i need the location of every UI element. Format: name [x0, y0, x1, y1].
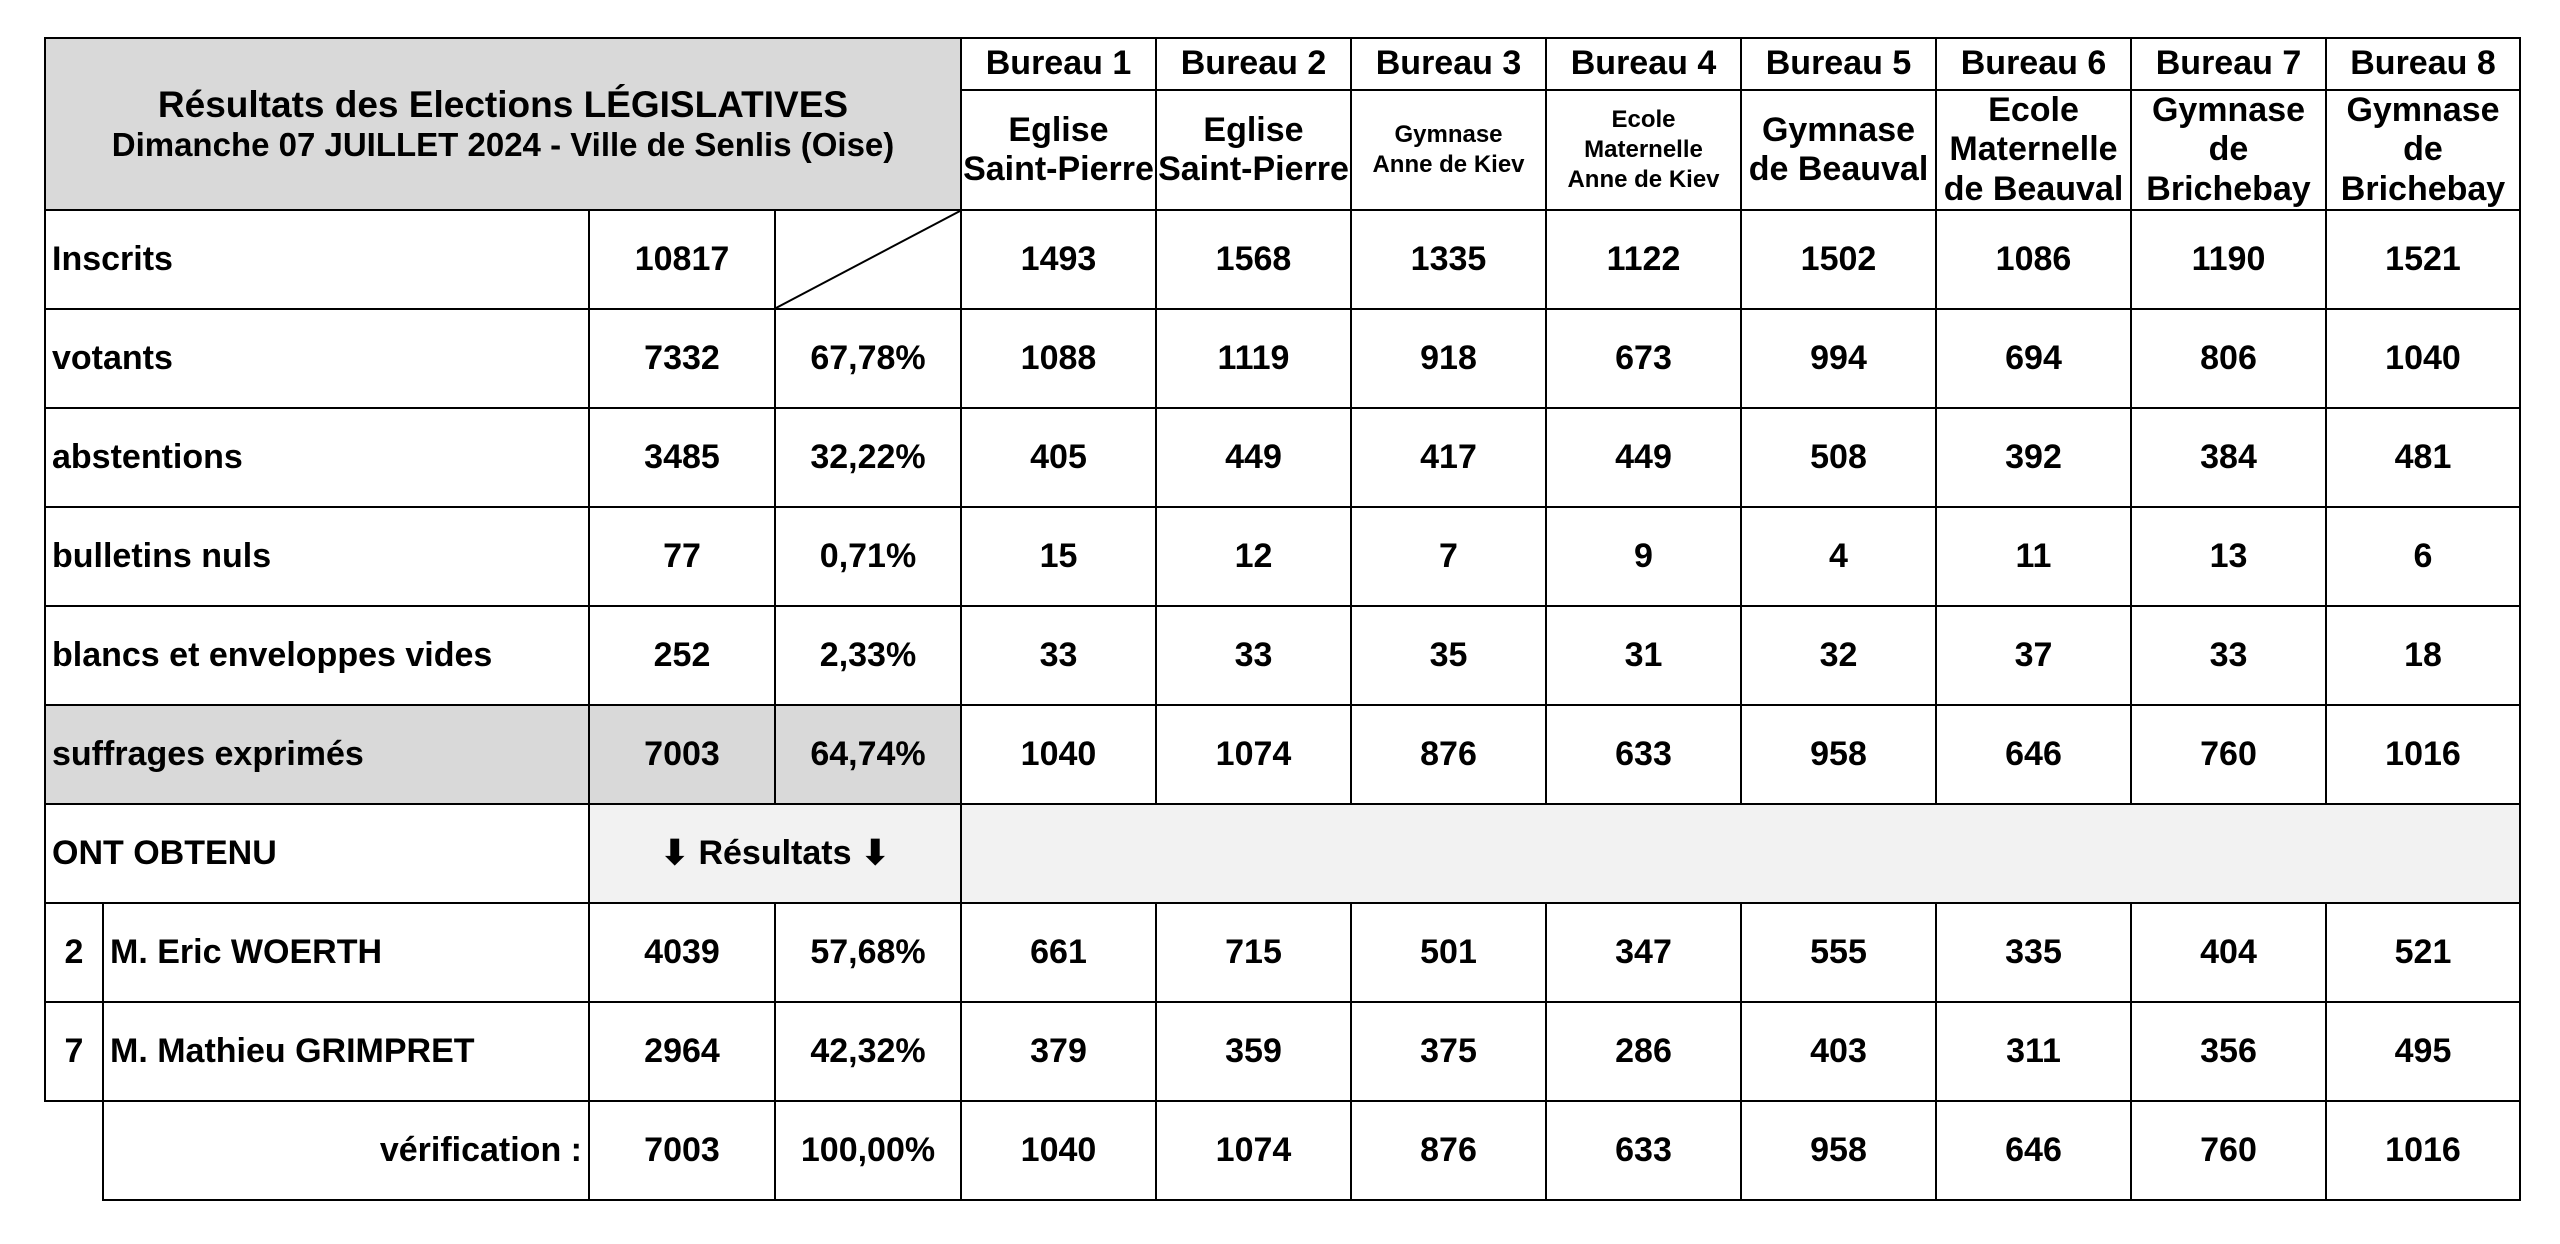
bureau-value: 481	[2326, 408, 2520, 507]
candidate-number: 2	[45, 903, 103, 1002]
table-row-candidate	[45, 1002, 2520, 1101]
bureau-value: 918	[1351, 309, 1546, 408]
bureau-value: 1502	[1741, 210, 1936, 309]
table-row-inscrits	[45, 210, 2520, 309]
bureau-value: 384	[2131, 408, 2326, 507]
bureau-value: 37	[1936, 606, 2131, 705]
bureau-value: 1074	[1156, 1101, 1351, 1200]
bureau-value: 994	[1741, 309, 1936, 408]
location-line: Brichebay	[2146, 169, 2311, 208]
location-line: Saint-Pierre	[963, 150, 1154, 188]
bureau-value: 876	[1351, 705, 1546, 804]
bureau-location	[1351, 90, 1546, 210]
bureau-header: Bureau 4	[1546, 38, 1741, 90]
bureau-value: 32	[1741, 606, 1936, 705]
bureau-value: 449	[1156, 408, 1351, 507]
bureau-value: 359	[1156, 1002, 1351, 1101]
total-value: 10817	[589, 210, 775, 309]
header-row-bureaus	[45, 38, 2520, 90]
row-label: blancs et enveloppes vides	[45, 606, 589, 705]
bureau-value: 760	[2131, 1101, 2326, 1200]
bureau-header: Bureau 5	[1741, 38, 1936, 90]
bureau-value: 1016	[2326, 1101, 2520, 1200]
results-label: Résultats	[698, 833, 852, 872]
bureau-location	[1936, 90, 2131, 210]
bureau-location	[2326, 90, 2520, 210]
empty-diagonal-cell	[775, 210, 961, 309]
bureau-value: 9	[1546, 507, 1741, 606]
percent-value: 2,33%	[775, 606, 961, 705]
bureau-value: 633	[1546, 705, 1741, 804]
percent-value: 100,00%	[775, 1101, 961, 1200]
bureau-value: 1040	[961, 705, 1156, 804]
total-value: 4039	[589, 903, 775, 1002]
bureau-value: 379	[961, 1002, 1156, 1101]
bureau-value: 1568	[1156, 210, 1351, 309]
bureau-header: Bureau 2	[1156, 38, 1351, 90]
results-heading	[589, 804, 961, 903]
bureau-value: 35	[1351, 606, 1546, 705]
location-line: Ecole	[1988, 91, 2079, 130]
location-line: Gymnase	[2346, 91, 2500, 130]
bureau-value: 958	[1741, 1101, 1936, 1200]
total-value: 252	[589, 606, 775, 705]
candidate-number: 7	[45, 1002, 103, 1101]
bureau-value: 13	[2131, 507, 2326, 606]
location-line: Gymnase	[1394, 121, 1503, 148]
bureau-value: 646	[1936, 1101, 2131, 1200]
candidate-name: M. Eric WOERTH	[103, 903, 589, 1002]
bureau-value: 1190	[2131, 210, 2326, 309]
bureau-header: Bureau 6	[1936, 38, 2131, 90]
location-line: Eglise	[1008, 110, 1109, 149]
location-line: Maternelle	[1949, 130, 2118, 169]
total-value: 3485	[589, 408, 775, 507]
bureau-value: 405	[961, 408, 1156, 507]
location-line: de	[2208, 130, 2249, 169]
bureau-location	[1546, 90, 1741, 210]
blank-corner	[45, 1101, 103, 1200]
arrow-down-icon: ⬇	[660, 833, 690, 872]
title-line2: Dimanche 07 JUILLET 2024 - Ville de Senlis (Oise)	[111, 126, 895, 164]
bureau-value: 661	[961, 903, 1156, 1002]
table-row-ont-obtenu	[45, 804, 2520, 903]
percent-value: 42,32%	[775, 1002, 961, 1101]
bureau-value: 286	[1546, 1002, 1741, 1101]
percent-value: 32,22%	[775, 408, 961, 507]
bureau-value: 555	[1741, 903, 1936, 1002]
table-row-suffrages-exprimes	[45, 705, 2520, 804]
percent-value: 57,68%	[775, 903, 961, 1002]
bureau-value: 356	[2131, 1002, 2326, 1101]
bureau-value: 508	[1741, 408, 1936, 507]
location-line: Anne de Kiev	[1372, 151, 1525, 178]
location-line: Gymnase	[1761, 110, 1916, 149]
table-row-votants	[45, 309, 2520, 408]
location-line: de Beauval	[1748, 150, 1929, 188]
election-results-table	[44, 37, 2521, 1201]
bureau-value: 521	[2326, 903, 2520, 1002]
bureau-value: 876	[1351, 1101, 1546, 1200]
total-value: 7003	[589, 1101, 775, 1200]
bureau-value: 1122	[1546, 210, 1741, 309]
verification-label: vérification :	[103, 1101, 589, 1200]
row-label: suffrages exprimés	[45, 705, 589, 804]
bureau-value: 417	[1351, 408, 1546, 507]
bureau-value: 404	[2131, 903, 2326, 1002]
diagonal-line	[776, 211, 960, 308]
location-line: de	[2403, 130, 2443, 169]
bureau-value: 311	[1936, 1002, 2131, 1101]
table-row-blancs	[45, 606, 2520, 705]
table-row-candidate	[45, 903, 2520, 1002]
ont-obtenu-label: ONT OBTENU	[45, 804, 589, 903]
row-label: votants	[45, 309, 589, 408]
percent-value: 0,71%	[775, 507, 961, 606]
table-row-verification	[45, 1101, 2520, 1200]
table-row-abstentions	[45, 408, 2520, 507]
bureau-value: 11	[1936, 507, 2131, 606]
bureau-value: 806	[2131, 309, 2326, 408]
bureau-value: 633	[1546, 1101, 1741, 1200]
bureau-value: 958	[1741, 705, 1936, 804]
bureau-value: 694	[1936, 309, 2131, 408]
candidate-name: M. Mathieu GRIMPRET	[103, 1002, 589, 1101]
location-line: Brichebay	[2340, 169, 2506, 208]
title-line1: Résultats des Elections LÉGISLATIVES	[157, 83, 849, 125]
bureau-value: 1040	[961, 1101, 1156, 1200]
bureau-value: 449	[1546, 408, 1741, 507]
bureau-location	[2131, 90, 2326, 210]
bureau-location	[1156, 90, 1351, 210]
bureau-location	[1741, 90, 1936, 210]
total-value: 7332	[589, 309, 775, 408]
bureau-value: 646	[1936, 705, 2131, 804]
bureau-value: 392	[1936, 408, 2131, 507]
bureau-value: 33	[2131, 606, 2326, 705]
bureau-value: 335	[1936, 903, 2131, 1002]
total-value: 7003	[589, 705, 775, 804]
table-row-bulletins-nuls	[45, 507, 2520, 606]
percent-value: 64,74%	[775, 705, 961, 804]
bureau-value: 12	[1156, 507, 1351, 606]
location-line: Saint-Pierre	[1158, 150, 1349, 188]
row-label: Inscrits	[45, 210, 589, 309]
bureau-value: 31	[1546, 606, 1741, 705]
bureau-value: 495	[2326, 1002, 2520, 1101]
bureau-value: 715	[1156, 903, 1351, 1002]
row-label: abstentions	[45, 408, 589, 507]
bureau-value: 760	[2131, 705, 2326, 804]
bureau-location	[961, 90, 1156, 210]
page-title	[45, 38, 961, 210]
location-line: de Beauval	[1943, 169, 2124, 208]
bureau-value: 1493	[961, 210, 1156, 309]
bureau-value: 33	[961, 606, 1156, 705]
bureau-value: 403	[1741, 1002, 1936, 1101]
total-value: 2964	[589, 1002, 775, 1101]
bureau-value: 6	[2326, 507, 2520, 606]
empty-band	[961, 804, 2520, 903]
total-value: 77	[589, 507, 775, 606]
bureau-header: Bureau 3	[1351, 38, 1546, 90]
bureau-value: 501	[1351, 903, 1546, 1002]
bureau-header: Bureau 1	[961, 38, 1156, 90]
location-line: Anne de Kiev	[1567, 166, 1720, 193]
bureau-value: 1086	[1936, 210, 2131, 309]
row-label: bulletins nuls	[45, 507, 589, 606]
location-line: Maternelle	[1584, 136, 1703, 163]
bureau-value: 18	[2326, 606, 2520, 705]
bureau-header: Bureau 8	[2326, 38, 2520, 90]
bureau-value: 375	[1351, 1002, 1546, 1101]
bureau-value: 1016	[2326, 705, 2520, 804]
bureau-value: 1074	[1156, 705, 1351, 804]
bureau-value: 1088	[961, 309, 1156, 408]
bureau-value: 1521	[2326, 210, 2520, 309]
bureau-value: 1040	[2326, 309, 2520, 408]
location-line: Eglise	[1203, 110, 1304, 149]
bureau-value: 673	[1546, 309, 1741, 408]
bureau-value: 1335	[1351, 210, 1546, 309]
bureau-value: 7	[1351, 507, 1546, 606]
bureau-value: 1119	[1156, 309, 1351, 408]
location-line: Ecole	[1611, 106, 1676, 133]
percent-value: 67,78%	[775, 309, 961, 408]
arrow-down-icon: ⬇	[860, 833, 890, 872]
bureau-value: 347	[1546, 903, 1741, 1002]
bureau-value: 15	[961, 507, 1156, 606]
bureau-value: 33	[1156, 606, 1351, 705]
bureau-header: Bureau 7	[2131, 38, 2326, 90]
location-line: Gymnase	[2151, 91, 2306, 130]
bureau-value: 4	[1741, 507, 1936, 606]
